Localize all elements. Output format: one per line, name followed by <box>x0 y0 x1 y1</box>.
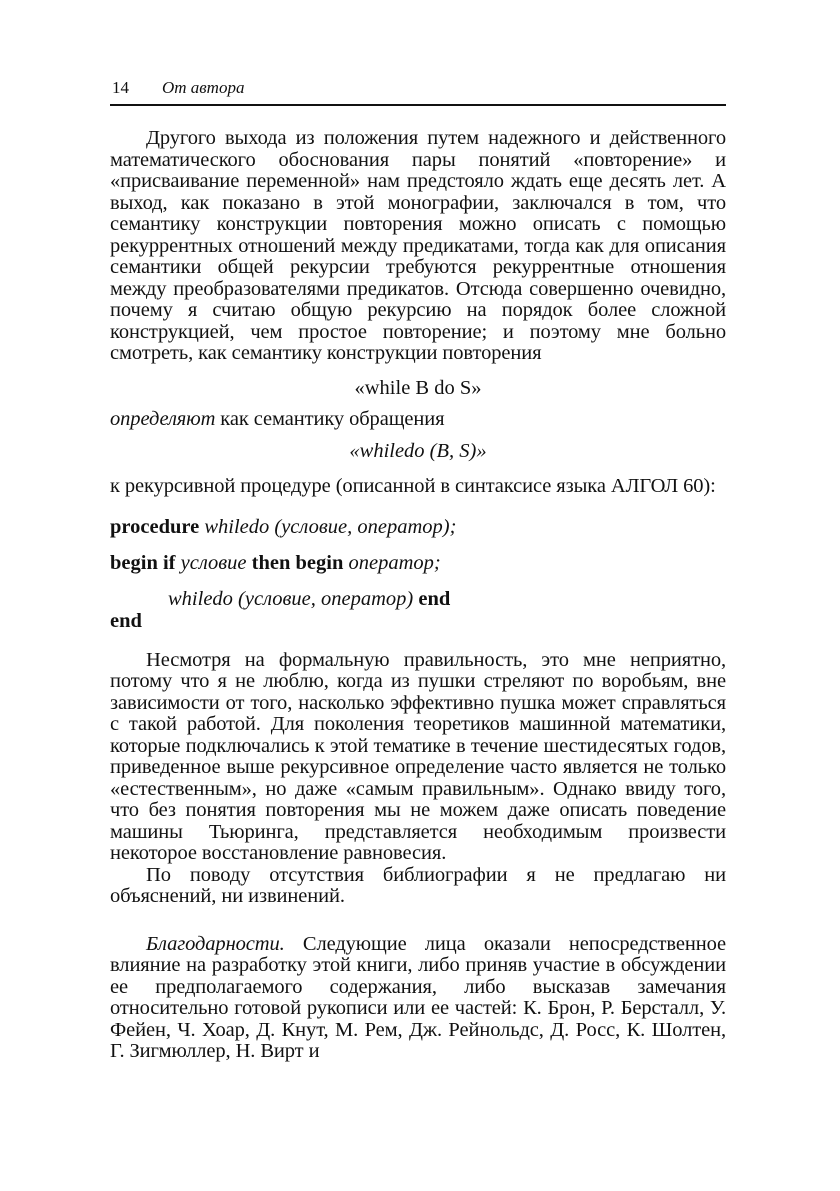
formula-whiledo <box>110 440 726 462</box>
paragraph-2 <box>110 409 726 431</box>
paragraph-4: Несмотря на формальную правильность, это мне неприятно, потому что я не люблю, когда из пушки стреляют по воробьям, вне зависимости от того, насколько эффективно пушка может справляться с такой работой. Для поколения теоретиков машинной математики, которые подключались к этой тематике в течение шестидесятых годов, приведенное выше рекурсивное определение часто является не только «естественным», но даже «самым правильным». Однако ввиду того, что без понятия повторения мы не можем даже описать поведение машины Тьюринга, представляется необходимым произвести некоторое восстановление равновесия. <box>110 648 726 864</box>
paragraph-1: Другого выхода из положения путем надежного и действенного математического обоснования пары понятий «повторение» и «присваивание переменной» нам предстояло ждать еще десять лет. А выход, как показано в этой монографии, заключался в том, что семантику конструкции повторения можно описать с помощью рекуррентных отношений между предикатами, тогда как для описания семантики общей рекурсии требуются рекуррентные отношения между преобразователями предикатов. Отсюда совершенно очевидно, почему я считаю общую рекурсию на порядок более сложной конструкцией, чем простое повторение; и поэтому мне больно смотреть, как семантику конструкции повторения <box>110 127 726 364</box>
code-line-3 <box>110 588 726 610</box>
paragraph-3: к рекурсивной процедуре (описанной в синтаксисе языка АЛГОЛ 60): <box>110 475 716 497</box>
code-keyword: then begin <box>251 551 344 574</box>
page-number: 14 <box>112 78 129 97</box>
code-line-1 <box>110 516 726 538</box>
running-title: От автора <box>162 78 245 97</box>
code-text: whiledo (условие, оператор); <box>199 515 457 538</box>
code-keyword: end <box>413 587 451 610</box>
code-text: условие <box>175 551 252 574</box>
paragraph-2-text: как семантику обращения <box>215 407 445 430</box>
code-text: whiledo (условие, оператор) <box>168 587 414 610</box>
formula-while-text: «while B do S» <box>354 376 482 399</box>
page-body <box>110 128 726 1063</box>
code-line-4 <box>110 610 726 632</box>
formula-whiledo-text: «whiledo (B, S)» <box>349 440 487 462</box>
code-block <box>110 516 726 632</box>
paragraph-6 <box>110 934 726 1063</box>
formula-while <box>110 377 726 399</box>
paragraph-2-italic: определяют <box>110 407 216 430</box>
code-keyword: begin if <box>110 551 176 574</box>
paragraph-6-italic: Благодарности. <box>146 932 285 955</box>
code-keyword: procedure <box>110 515 200 538</box>
paragraph-5: По поводу отсутствия библиографии я не предлагаю ни объяснений, ни извинений. <box>110 863 726 907</box>
code-text: оператор; <box>343 551 441 574</box>
code-keyword: end <box>110 609 142 632</box>
paragraph-6-text: Следующие лица оказали непосредственное влияние на разработку этой книги, либо приняв участие в обсуждении ее предполагаемого содержания, либо высказав замечания относительно готовой рукописи или ее частей: К. Брон, Р. Берсталл, У. Фейен, Ч. Хоар, Д. Кнут, М. Рем, Дж. Рейнольдс, Д. Росс, К. Шолтен, Г. Зигмюллер, Н. Вирт и <box>110 932 726 1062</box>
page-header <box>110 78 726 106</box>
code-line-2 <box>110 552 726 574</box>
